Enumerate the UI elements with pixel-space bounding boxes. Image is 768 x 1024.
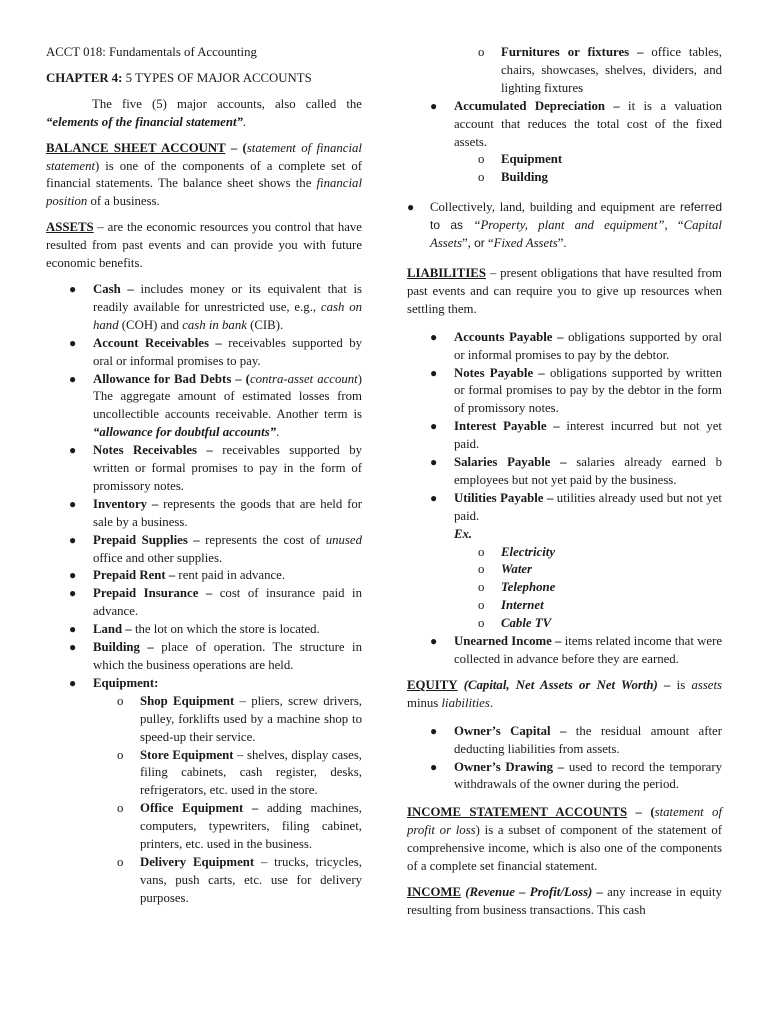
sublist-item-telephone <box>454 579 722 597</box>
desc: the lot on which the store is located. <box>131 622 320 637</box>
term: Water <box>501 562 533 577</box>
term: Building – <box>93 640 154 655</box>
balance-sheet-heading: BALANCE SHEET ACCOUNT <box>46 140 226 155</box>
term: Delivery Equipment <box>140 854 255 869</box>
term: Telephone <box>501 580 556 595</box>
term: Accumulated Depreciation – <box>454 98 620 113</box>
desc: ) The aggregate amount of estimated losses from uncollectible accounts receivable. Another term is <box>93 371 362 422</box>
term: Store Equipment <box>140 747 234 762</box>
circle-bullet-icon: o <box>117 747 124 762</box>
sublist-item-delivery-equipment <box>93 854 362 908</box>
assets-text: – are the economic resources you control that have resulted from past events and can provide you with future economic benefits. <box>46 220 362 271</box>
desc-quote: “allowance for doubtful accounts” <box>93 425 277 440</box>
desc: interest incurred but not yet paid. <box>454 419 722 452</box>
bsa-text-end: of a business. <box>87 194 160 209</box>
term: Electricity <box>501 544 556 559</box>
intro-end: . <box>242 114 247 129</box>
bullet-icon: ● <box>407 200 415 215</box>
bullet-icon: ● <box>69 281 77 296</box>
list-item-prepaid-rent <box>46 567 362 585</box>
example-label <box>454 526 722 544</box>
desc: (CIB). <box>246 317 284 332</box>
equipment-sublist <box>93 693 362 908</box>
list-item-cash <box>46 281 362 335</box>
list-item-utilities-payable <box>407 490 722 633</box>
circle-bullet-icon: o <box>478 544 485 559</box>
desc: salaries already earned b employees but not yet paid by the business. <box>454 455 722 487</box>
desc-em: contra-asset account <box>249 371 358 386</box>
desc: items related income that were collected in advance before they are earned. <box>454 634 723 666</box>
list-item-interest-payable <box>407 418 722 454</box>
desc: represents the cost of <box>199 532 326 547</box>
desc-em: “Property, plant and equipment” <box>473 218 665 233</box>
circle-bullet-icon: o <box>478 170 485 185</box>
desc: ”. <box>557 236 567 251</box>
equity-sub: (Capital, Net Assets or Net Worth) – <box>457 677 671 692</box>
term: Owner’s Drawing – <box>454 759 565 774</box>
list-item-notes-payable <box>407 365 722 419</box>
circle-bullet-icon: o <box>478 152 485 167</box>
bullet-icon: ● <box>430 634 438 649</box>
equity-paragraph <box>407 677 722 713</box>
desc-em: assets <box>691 677 723 692</box>
term: Owner’s Capital – <box>454 723 567 738</box>
circle-bullet-icon: o <box>117 801 124 816</box>
desc: or <box>474 236 485 251</box>
sublist-item-store-equipment <box>93 747 362 801</box>
sublist-item-shop-equipment <box>93 693 362 747</box>
income-sub: (Revenue – Profit/Loss) – <box>461 884 603 899</box>
bullet-icon: ● <box>430 759 438 774</box>
assets-list <box>46 281 362 908</box>
bullet-icon: ● <box>430 365 438 380</box>
desc: (COH) and <box>118 317 183 332</box>
circle-bullet-icon: o <box>478 616 485 631</box>
desc: office and other supplies. <box>93 550 223 565</box>
utilities-sublist <box>454 544 722 634</box>
desc: referred to as <box>430 200 722 233</box>
desc: . <box>489 695 494 710</box>
circle-bullet-icon: o <box>478 580 485 595</box>
desc-em: unused <box>325 532 363 547</box>
desc: . <box>276 425 280 440</box>
chapter-label: CHAPTER 4: <box>46 70 123 85</box>
chapter-heading <box>46 70 362 88</box>
sublist-item-internet <box>454 597 722 615</box>
sublist-item-water <box>454 561 722 579</box>
list-item-equipment <box>46 675 362 908</box>
isa-paren: statement of profit or loss <box>407 805 723 838</box>
list-item-unearned-income <box>407 633 722 669</box>
list-item-notes-receivables <box>46 442 362 496</box>
desc: ”, <box>462 236 475 251</box>
term: Account Receivables – <box>93 335 222 350</box>
desc: “ <box>484 236 494 251</box>
income-heading: INCOME <box>407 884 462 899</box>
desc: Collectively, land, building and equipment are <box>430 200 680 215</box>
equity-list <box>407 723 722 795</box>
bullet-icon: ● <box>69 675 77 690</box>
desc: it is a valuation account that reduces the total cost of the fixed assets. <box>454 98 723 149</box>
list-item-prepaid-supplies <box>46 532 362 568</box>
bullet-icon: ● <box>69 371 77 386</box>
sublist-item-equipment <box>454 151 722 169</box>
desc: , “ <box>664 218 684 233</box>
bullet-icon: ● <box>69 640 77 655</box>
isa-dash: – ( <box>627 805 655 820</box>
term: Utilities Payable – <box>454 490 554 505</box>
bullet-icon: ● <box>69 622 77 637</box>
liabilities-list <box>407 329 722 669</box>
term: Accounts Payable – <box>454 329 564 344</box>
term: Land – <box>93 622 132 637</box>
bsa-text: ) is one of the components of a complete set of financial statements. The balance sheet shows the <box>46 158 362 191</box>
list-item-accumulated-depreciation <box>407 98 722 188</box>
desc: – pliers, screw drivers, pulley, forklifts used by a machine shop to speed-up their service. <box>140 693 363 744</box>
liabilities-heading: LIABILITIES <box>407 265 486 280</box>
left-column <box>46 44 362 916</box>
liabilities-text: – present obligations that have resulted from past events and can require you to give up resources when settling them. <box>407 265 722 316</box>
term: Inventory – <box>93 496 159 511</box>
term: Allowance for Bad Debts – ( <box>93 371 250 386</box>
term: Office Equipment – <box>140 801 259 816</box>
income-paragraph <box>407 884 722 920</box>
circle-bullet-icon: o <box>478 562 485 577</box>
term: Notes Payable – <box>454 365 545 380</box>
term: Prepaid Insurance – <box>93 586 213 601</box>
intro-text: The five (5) major accounts, also called the <box>92 96 362 111</box>
furniture-sublist <box>454 44 722 98</box>
desc: obligations supported by written or formal promises to pay by the debtor in the form of promissory notes. <box>454 365 722 416</box>
intro-quote: “elements of the financial statement” <box>46 114 243 129</box>
bullet-icon: ● <box>69 335 77 350</box>
bullet-icon: ● <box>69 568 77 583</box>
desc: the residual amount after deducting liabilities from assets. <box>454 723 722 756</box>
sublist-item-cable-tv <box>454 615 722 633</box>
bullet-icon: ● <box>69 586 77 601</box>
equity-heading: EQUITY <box>407 677 458 692</box>
list-item-owners-capital <box>407 723 722 759</box>
bsa-dash: – ( <box>225 140 247 155</box>
bsa-em: financial position <box>46 176 362 209</box>
sublist-item-electricity <box>454 544 722 562</box>
bullet-icon: ● <box>430 723 438 738</box>
term: Notes Receivables – <box>93 443 213 458</box>
bullet-icon: ● <box>430 98 438 113</box>
list-item-building <box>46 639 362 675</box>
desc: – trucks, tricycles, vans, push carts, etc. use for delivery purposes. <box>140 854 362 905</box>
desc: rent paid in advance. <box>175 568 286 583</box>
circle-bullet-icon: o <box>478 598 485 613</box>
desc: receivables supported by written or formal promises to pay in the form of promissory notes. <box>93 443 362 493</box>
list-item-salaries-payable <box>407 454 722 490</box>
list-item-collectively <box>407 199 722 253</box>
list-item-prepaid-insurance <box>46 585 362 621</box>
bullet-icon: ● <box>69 496 77 511</box>
term: Cable TV <box>501 616 552 631</box>
term: Building <box>501 170 548 185</box>
list-item-owners-drawing <box>407 759 722 795</box>
term: Interest Payable – <box>454 419 560 434</box>
desc-em: liabilities <box>441 695 490 710</box>
desc-em: Capital Assets <box>430 218 722 251</box>
desc: place of operation. The structure in which the business operations are held. <box>93 640 362 672</box>
list-item-allowance-bad-debts <box>46 371 362 443</box>
term: Unearned Income – <box>454 634 562 649</box>
desc: used to record the temporary withdrawals of the owner during the period. <box>454 759 722 792</box>
chapter-title: 5 TYPES OF MAJOR ACCOUNTS <box>125 70 312 85</box>
sublist-item-building <box>454 169 722 187</box>
term: Equipment: <box>93 675 159 690</box>
term: Salaries Payable – <box>454 455 567 470</box>
circle-bullet-icon: o <box>117 854 124 869</box>
intro-paragraph <box>46 96 362 132</box>
accum-dep-list <box>407 98 722 188</box>
desc: represents the goods that are held for sale by a business. <box>93 496 362 529</box>
bullet-icon: ● <box>430 329 438 344</box>
isa-text: ) is a subset of component of the statement of comprehensive income, which is also one of the components of a complete set financial statement. <box>407 823 722 874</box>
income-statement-heading: INCOME STATEMENT ACCOUNTS <box>407 805 628 820</box>
list-item-land <box>46 621 362 639</box>
ex-text: Ex. <box>454 526 473 541</box>
desc: – shelves, display cases, filing cabinets, cash register, desks, refrigerators, etc. used in the store. <box>140 747 363 798</box>
term: Shop Equipment <box>140 693 235 708</box>
income-statement-paragraph <box>407 804 722 876</box>
term: Prepaid Rent – <box>93 568 176 583</box>
sublist-item-furniture <box>454 44 722 98</box>
desc-em: cash on hand <box>93 299 362 332</box>
term: Cash – <box>93 281 134 296</box>
desc: is <box>670 677 692 692</box>
desc: cost of insurance paid in advance. <box>93 586 362 619</box>
bullet-icon: ● <box>430 455 438 470</box>
desc: obligations supported by oral or informal promises to pay by the debtor. <box>454 329 722 362</box>
course-title: ACCT 018: Fundamentals of Accounting <box>46 45 257 59</box>
desc: minus <box>407 695 442 710</box>
bullet-icon: ● <box>69 532 77 547</box>
term: Prepaid Supplies – <box>93 532 200 547</box>
desc: office tables, chairs, showcases, shelves, dividers, and lighting fixtures <box>501 45 722 95</box>
desc: receivables supported by oral or informal promises to pay. <box>93 335 362 368</box>
desc: utilities already used but not yet paid. <box>454 490 722 523</box>
assets-paragraph <box>46 219 362 273</box>
collectively-list <box>407 199 722 253</box>
desc: includes money or its equivalent that is readily available for unrestricted use, e.g., <box>93 281 362 314</box>
term: Furnitures or fixtures – <box>501 45 644 59</box>
assets-heading: ASSETS <box>46 220 94 235</box>
bullet-icon: ● <box>430 490 438 505</box>
circle-bullet-icon: o <box>117 693 124 708</box>
sublist-item-office-equipment <box>93 800 362 854</box>
right-column <box>407 44 722 920</box>
desc: adding machines, computers, typewriters, filing cabinet, printers, etc. used in the business. <box>140 801 362 852</box>
bsa-paren: statement of financial statement <box>46 140 362 173</box>
income-text: any increase in equity resulting from business transactions. This cash <box>407 884 722 917</box>
circle-bullet-icon: o <box>478 45 485 59</box>
list-item-account-receivables <box>46 335 362 371</box>
liabilities-paragraph <box>407 265 722 319</box>
list-item-accounts-payable <box>407 329 722 365</box>
term: Equipment <box>501 152 563 167</box>
bullet-icon: ● <box>69 443 77 458</box>
bullet-icon: ● <box>430 419 438 434</box>
desc-em: cash in bank <box>182 317 247 332</box>
desc-em: Fixed Assets <box>493 236 558 251</box>
accum-dep-sublist <box>454 151 722 187</box>
term: Internet <box>501 598 544 613</box>
list-item-inventory <box>46 496 362 532</box>
balance-sheet-paragraph <box>46 140 362 212</box>
